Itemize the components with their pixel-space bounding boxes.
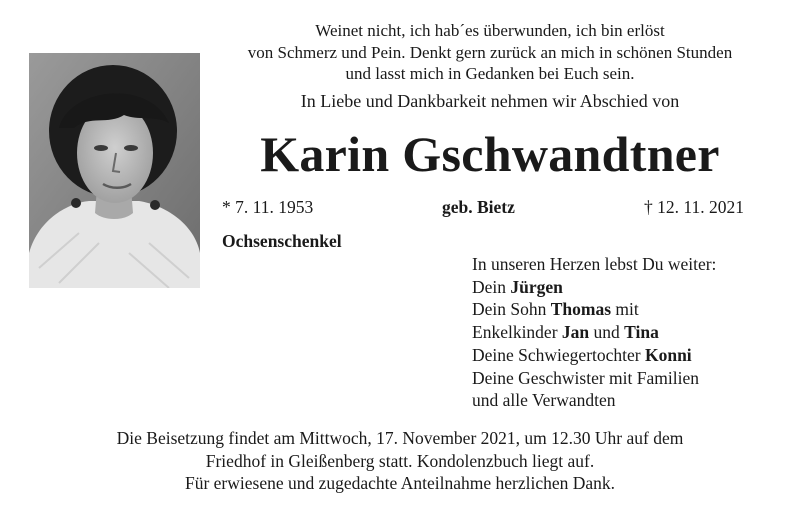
mourner-line — [472, 276, 716, 299]
birth-date: * 7. 11. 1953 — [222, 197, 314, 217]
mourner-line — [472, 298, 716, 321]
poem-line: von Schmerz und Pein. Denkt gern zurück an mich in schönen Stunden — [247, 42, 733, 62]
maiden-name: geb. Bietz — [442, 197, 515, 217]
mourners-heading: In unseren Herzen lebst Du weiter: — [472, 254, 717, 274]
mourner-text: Enkelkinder — [472, 322, 562, 343]
mourner-line — [472, 321, 716, 344]
mourner-name: Jürgen — [510, 276, 563, 297]
mourner-name: Tina — [624, 322, 659, 343]
mourner-name: Thomas — [550, 299, 612, 320]
portrait-photo — [29, 53, 200, 288]
deceased-name: Karin Gschwandtner — [260, 126, 720, 182]
funeral-line: Die Beisetzung findet am Mittwoch, 17. November 2021, um 12.30 Uhr auf dem — [116, 428, 684, 448]
poem-line: und lasst mich in Gedanken bei Euch sein. — [345, 64, 635, 83]
mourner-name: Konni — [644, 344, 692, 365]
mourner-text: mit — [611, 299, 639, 320]
home-place: Ochsenschenkel — [222, 231, 342, 251]
death-date: † 12. 11. 2021 — [644, 197, 744, 217]
mourner-name: Jan — [561, 322, 590, 343]
funeral-notice — [20, 427, 780, 495]
mourner-text: und — [589, 322, 625, 343]
mourner-line: und alle Verwandten — [472, 390, 616, 411]
funeral-line: Friedhof in Gleißenberg statt. Kondolenzbuch liegt auf. — [205, 450, 595, 471]
mourner-line: Deine Geschwister mit Familien — [472, 367, 699, 388]
mourners-list — [472, 253, 716, 412]
funeral-line: Für erwiesene und zugedachte Anteilnahme herzlichen Dank. — [184, 473, 616, 493]
poem — [200, 20, 780, 85]
mourner-text: Dein Sohn — [472, 299, 551, 320]
mourner-text: Dein — [472, 276, 511, 297]
mourner-text: Deine Schwiegertochter — [472, 344, 645, 365]
intro-text: In Liebe und Dankbarkeit nehmen wir Abschied von — [300, 91, 680, 111]
poem-line: Weinet nicht, ich hab´es überwunden, ich bin erlöst — [315, 21, 665, 40]
mourner-line — [472, 344, 716, 367]
